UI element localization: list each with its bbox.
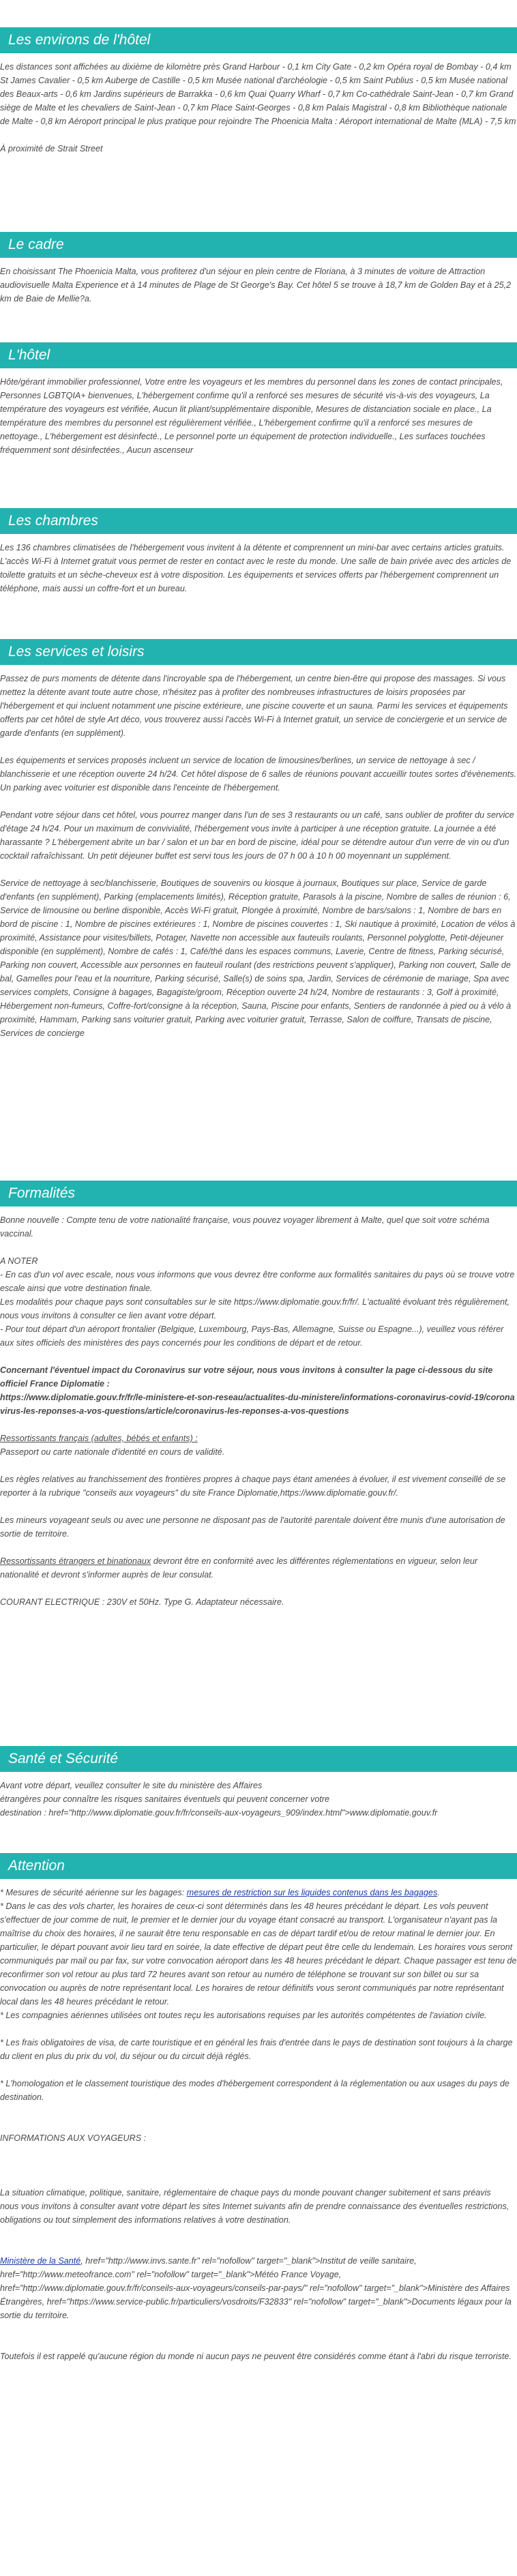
formalites-etr-head: Ressortissants étrangers et binationaux [0,1556,151,1566]
attention-final: Toutefois il est rappelé qu'aucune région du monde ni aucun pays ne peuvent être considérés comme étant à l'abri du risque terroriste. [0,2352,512,2361]
formalites-covid-head: Concernant l'éventuel impact du Coronavirus sur votre séjour, nous vous invitons à consulter la page ci-dessous du site officiel France Diplomatie : [0,1365,493,1389]
formalites-anoter-body: - En cas d'un vol avec escale, nous vous informons que vous devrez être conforme aux formalités sanitaires du pays où se trouve votre escale ainsi que votre destination finale. Les modalités pour chaque pays sont consultables sur le site https://www.diplomatie.gouv.fr/fr/. L'actualité évoluant très régulièrement, nous vous invitons à consulter ce lien avant votre départ. - Pour tout départ d'un aéroport frontalier (Belgique, Luxembourg, Pays-Bas, Allemagne, Suisse ou Espagne...), veuillez vous référer aux sites officiels des ministères des pays concernés pour les conditions de départ et de retour. [0,1270,515,1348]
formalites-intro: Bonne nouvelle : Compte tenu de votre nationalité française, vous pouvez voyager librement à Malte, quel que soit votre schéma vaccinal. [0,1215,490,1239]
formalites-covid-link[interactable]: https://www.diplomatie.gouv.fr/fr/le-ministere-et-son-reseau/actualites-du-ministere/informations-coronavirus-covid-19/coronavirus-les-reponses-a-vos-questions/article/coronavirus-les-reponses-a-vos-questions [0,1393,515,1416]
attention-l4: * Les frais obligatoires de visa, de carte touristique et en général les frais d'entrée dans le pays de destination sont toujours à la charge du client en plus du prix du vol, du séjour ou du circuit déjà réglés. [0,2038,513,2061]
loisirs-p3: Pendant votre séjour dans cet hôtel, vous pourrez manger dans l'un de ses 3 restaurants ou un café, sans oublier de profiter du service d'étage 24 h/24. Pour un maximum de convivialité, l'hébergement vous invite à participer à une réception gratuite. La journée a été harassante ? L'hébergement abrite un bar / salon et un bar en bord de piscine, idéal pour se détendre autour d'un verre de vin ou d'un cocktail rafraîchissant. Un petit déjeuner buffet est servi tous les jours de 07 h 00 à 10 h 00 moyennant un supplément. [0,810,514,861]
attention-l1-post: . [437,1888,440,1897]
attention-links-text: , href="http://www.invs.sante.fr" rel="nofollow" target="_blank">Institut de veille sanitaire, href="http://www.meteofrance.com" rel="nofollow" target="_blank">Météo France Voyage, href="http://www.diplomatie.gouv.fr/fr/conseils-aux-voyageurs/conseils-par-pays/" rel="nofollow" target="_blank">Ministère des Affaires Étrangères, href="https://www.service-public.fr/particuliers/vosdroits/F32833" rel="nofollow" target="_blank">Documents légaux pour la sortie du territoire. [0,2256,512,2320]
attention-l1 [0,1886,517,1899]
section-environs [0,27,517,156]
hotel-text: Hôte/gérant immobilier professionnel, Votre entre les voyageurs et les membres du personnel dans les zones de contact principales, Personnes LGBTQIA+ bienvenues, L'hébergement confirme qu'il a renforcé ses mesures de sécurité vis-à-vis des voyageurs, La température des voyageurs est vérifiée, Aucun lit pliant/supplémentaire disponible, Mesures de distanciation sociale en place., La température des membres du personnel est régulièrement vérifiée., L'hébergement confirme qu'il a renforcé ses mesures de nettoyage., L'hébergement est désinfecté., Le personnel porte un équipement de protection individuelle., Les surfaces touchées fréquemment sont désinfectées., Aucun ascenseur [0,377,503,455]
section-chambres [0,508,517,595]
environs-proximity: À proximité de Strait Street [0,144,103,153]
section-title-cadre: Le cadre [0,232,517,258]
sante-ministry-link[interactable]: Ministère de la Santé [0,2256,81,2266]
formalites-anoter-head: A NOTER [0,1256,38,1266]
section-sante [0,1746,517,1820]
section-title-sante: Santé et Sécurité [0,1746,517,1772]
loisirs-p2: Les équipements et services proposés incluent un service de location de limousines/berlines, un service de nettoyage à sec / blanchisserie et une réception ouverte 24 h/24. Cet hôtel dispose de 6 salles de réunions pouvant accueillir toutes sortes d'évènements. Un parking avec voiturier est disponible dans l'enceinte de l'hébergement. [0,756,517,793]
section-hotel [0,342,517,457]
environs-text: Les distances sont affichées au dixième de kilomètre près Grand Harbour - 0,1 km City Gate - 0,2 km Opéra royal de Bombay - 0,4 km St James Cavalier - 0,5 km Auberge de Castille - 0,5 km Musée national d'archéologie - 0,5 km Saint Publius - 0,5 km Musée national des Beaux-arts - 0,6 km Jardins supérieurs de Barrakka - 0,6 km Quai Quarry Wharf - 0,7 km Co-cathédrale Saint-Jean - 0,7 km Grand siège de Malte et les chevaliers de Saint-Jean - 0,7 km Place Saint-Georges - 0,8 km Palais Magistral - 0,8 km Bibliothèque nationale de Malte - 0,8 km Aéroport principal le plus pratique pour rejoindre The Phoenicia Malta : Aéroport international de Malte (MLA) - 7,5 km [0,62,516,126]
section-title-formalites: Formalités [0,1181,517,1206]
formalites-courant: COURANT ELECTRIQUE : 230V et 50Hz. Type G. Adaptateur nécessaire. [0,1597,284,1607]
formalites-fr-head: Ressortissants français (adultes, bébés et enfants) : [0,1434,198,1443]
loisirs-p1: Passez de purs moments de détente dans l'incroyable spa de l'hébergement, un centre bien-être qui propose des massages. Si vous mettez la détente avant toute autre chose, n'hésitez pas à profiter des nombreuses infrastructures de loisirs proposées par l'hébergement et qui incluent notamment une piscine extérieure, une piscine couverte et un sauna. Parmi les services et équipements offerts par cet hôtel de style Art déco, vous trouverez aussi l'accès Wi-Fi à Internet gratuit, un service de conciergerie et un service de garde d'enfants (en supplément). [0,674,508,738]
loisirs-p4: Service de nettoyage à sec/blanchisserie, Boutiques de souvenirs ou kiosque à journaux, Boutiques sur place, Service de garde d'enfants (en supplément), Parking (emplacements limités), Réception gratuite, Parasols à la piscine, Nombre de salles de réunion : 6, Service de limousine ou berline disponible, Accès Wi-Fi gratuit, Plongée à proximité, Nombre de bars/salons : 1, Nombre de bars en bord de piscine : 1, Nombre de piscines extérieures : 1, Nombre de piscines couvertes : 1, Ski nautique à proximité, Location de vélos à proximité, Assistance pour visites/billets, Potager, Navette non accessible aux fauteuils roulants, Personnel polyglotte, Petit-déjeuner disponible (en supplément), Nombre de cafés : 1, Café/thé dans les espaces communs, Laverie, Centre de fitness, Parking sécurisé, Parking non couvert, Accessible aux personnes en fauteuil roulant (des restrictions peuvent s'appliquer), Parking non couvert, Salle de bal, Gamelles pour l'eau et la nourriture, Parking sécurisé, Salle(s) de soins spa, Jardin, Services de cérémonie de mariage, Spa avec services complets, Consigne à bagages, Bagagiste/groom, Réception ouverte 24 h/24, Nombre de restaurants : 3, Golf à proximité, Hébergement non-fumeurs, Coffre-fort/consigne à la réception, Sauna, Piscine pour enfants, Sentiers de randonnée à pied ou à vélo à proximité, Hammam, Parking sans voiturier gratuit, Parking avec voiturier gratuit, Terrasse, Salon de coiffure, Transats de piscine, Services de concierge [0,878,516,1038]
section-title-hotel: L'hôtel [0,342,517,368]
attention-l1-pre: * Mesures de sécurité aérienne sur les bagages: [0,1888,187,1897]
formalites-mineurs: Les mineurs voyageant seuls ou avec une personne ne disposant pas de l'autorité parentale doivent être munis d'une autorisation de sortie de territoire. [0,1515,505,1539]
attention-l5: * L'homologation et le classement touristique des modes d'hébergement correspondent à la réglementation ou aux usages du pays de destination. [0,2079,509,2102]
formalites-etr-body: devront être en conformité avec les différentes réglementations en vigueur, selon leur nationalité et devront s'informer auprès de leur consulat. [0,1556,478,1580]
liquids-restriction-link[interactable]: mesures de restriction sur les liquides contenus dans les bagages [186,1888,438,1897]
section-title-chambres: Les chambres [0,508,517,534]
attention-l2: * Dans le cas des vols charter, les horaires de ceux-ci sont déterminés dans les 48 heures précédant le départ. Les vols peuvent s'effectuer de jour comme de nuit, le premier et le dernier jour du voyage étant consacré au transport. L'organisateur n'ayant pas la maîtrise du choix des horaires, il ne saurait être tenu responsable en cas de départ tardif et/ou de retour matinal le dernier jour. En particulier, le départ pouvant avoir lieu tard en soirée, la date effective de départ peut être celle du lendemain. Les horaires vous seront communiqués par mail ou par fax, sur votre convocation aéroport dans les 48 heures précédant le départ. Chaque passager est tenu de reconfirmer son vol retour au plus tard 72 heures avant son retour au numéro de téléphone se trouvant sur son billet ou sur sa convocation ou auprès de notre représentant local. Les horaires de retour définitifs vous seront communiqués par notre représentant local dans les 48 heures précédant le retour. [0,1901,517,2007]
section-formalites [0,1181,517,1609]
attention-info-head: INFORMATIONS AUX VOYAGEURS : [0,2133,147,2143]
formalites-fr-body: Passeport ou carte nationale d'identité en cours de validité. [0,1447,225,1457]
section-attention [0,1853,517,2363]
formalites-etrangers [0,1554,517,1582]
attention-situation: La situation climatique, politique, sanitaire, réglementaire de chaque pays du monde pouvant changer subitement et sans préavis nous vous invitons à consulter avant votre départ les sites Internet suivants afin de prendre connaissance des éventuelles restrictions, obligations ou tout simplement des informations relatives à votre destination. [0,2188,509,2225]
section-title-loisirs: Les services et loisirs [0,639,517,665]
section-loisirs [0,639,517,1040]
sante-text: Avant votre départ, veuillez consulter le site du ministère des Affaires étrangères pour connaître les risques sanitaires éventuels qui peuvent concerner votre destination : href="http://www.diplomatie.gouv.fr/fr/conseils-aux-voyageurs_909/index.html">www.diplomatie.gouv.fr [0,1781,438,1818]
cadre-text: En choisissant The Phoenicia Malta, vous profiterez d'un séjour en plein centre de Floriana, à 3 minutes de voiture de Attraction audiovisuelle Malta Experience et à 14 minutes de Plage de St George's Bay. Cet hôtel 5 se trouve à 18,7 km de Golden Bay et à 25,2 km de Baie de Mellie?a. [0,267,512,304]
section-title-attention: Attention [0,1853,517,1879]
formalites-regles: Les règles relatives au franchissement des frontières propres à chaque pays étant amenées à évoluer, il est vivement conseillé de se reporter à la rubrique "conseils aux voyageurs" du site France Diplomatie,https://www.diplomatie.gouv.fr/. [0,1475,506,1498]
chambres-text: Les 136 chambres climatisées de l'hébergement vous invitent à la détente et comprennent un mini-bar avec certains articles gratuits. L'accès Wi-Fi à Internet gratuit vous permet de rester en contact avec le reste du monde. Une salle de bain privée avec des articles de toilette gratuits et un sèche-cheveux est à votre disposition. Les équipements et services offerts par l'hébergement comprennent un téléphone, mais aussi un coffre-fort et un bureau. [0,543,512,593]
section-title-environs: Les environs de l'hôtel [0,27,517,53]
attention-links [0,2254,517,2322]
section-cadre [0,232,517,306]
attention-l3: * Les compagnies aériennes utilisées ont toutes reçu les autorisations requises par les autorités compétentes de l'aviation civile. [0,2011,487,2020]
